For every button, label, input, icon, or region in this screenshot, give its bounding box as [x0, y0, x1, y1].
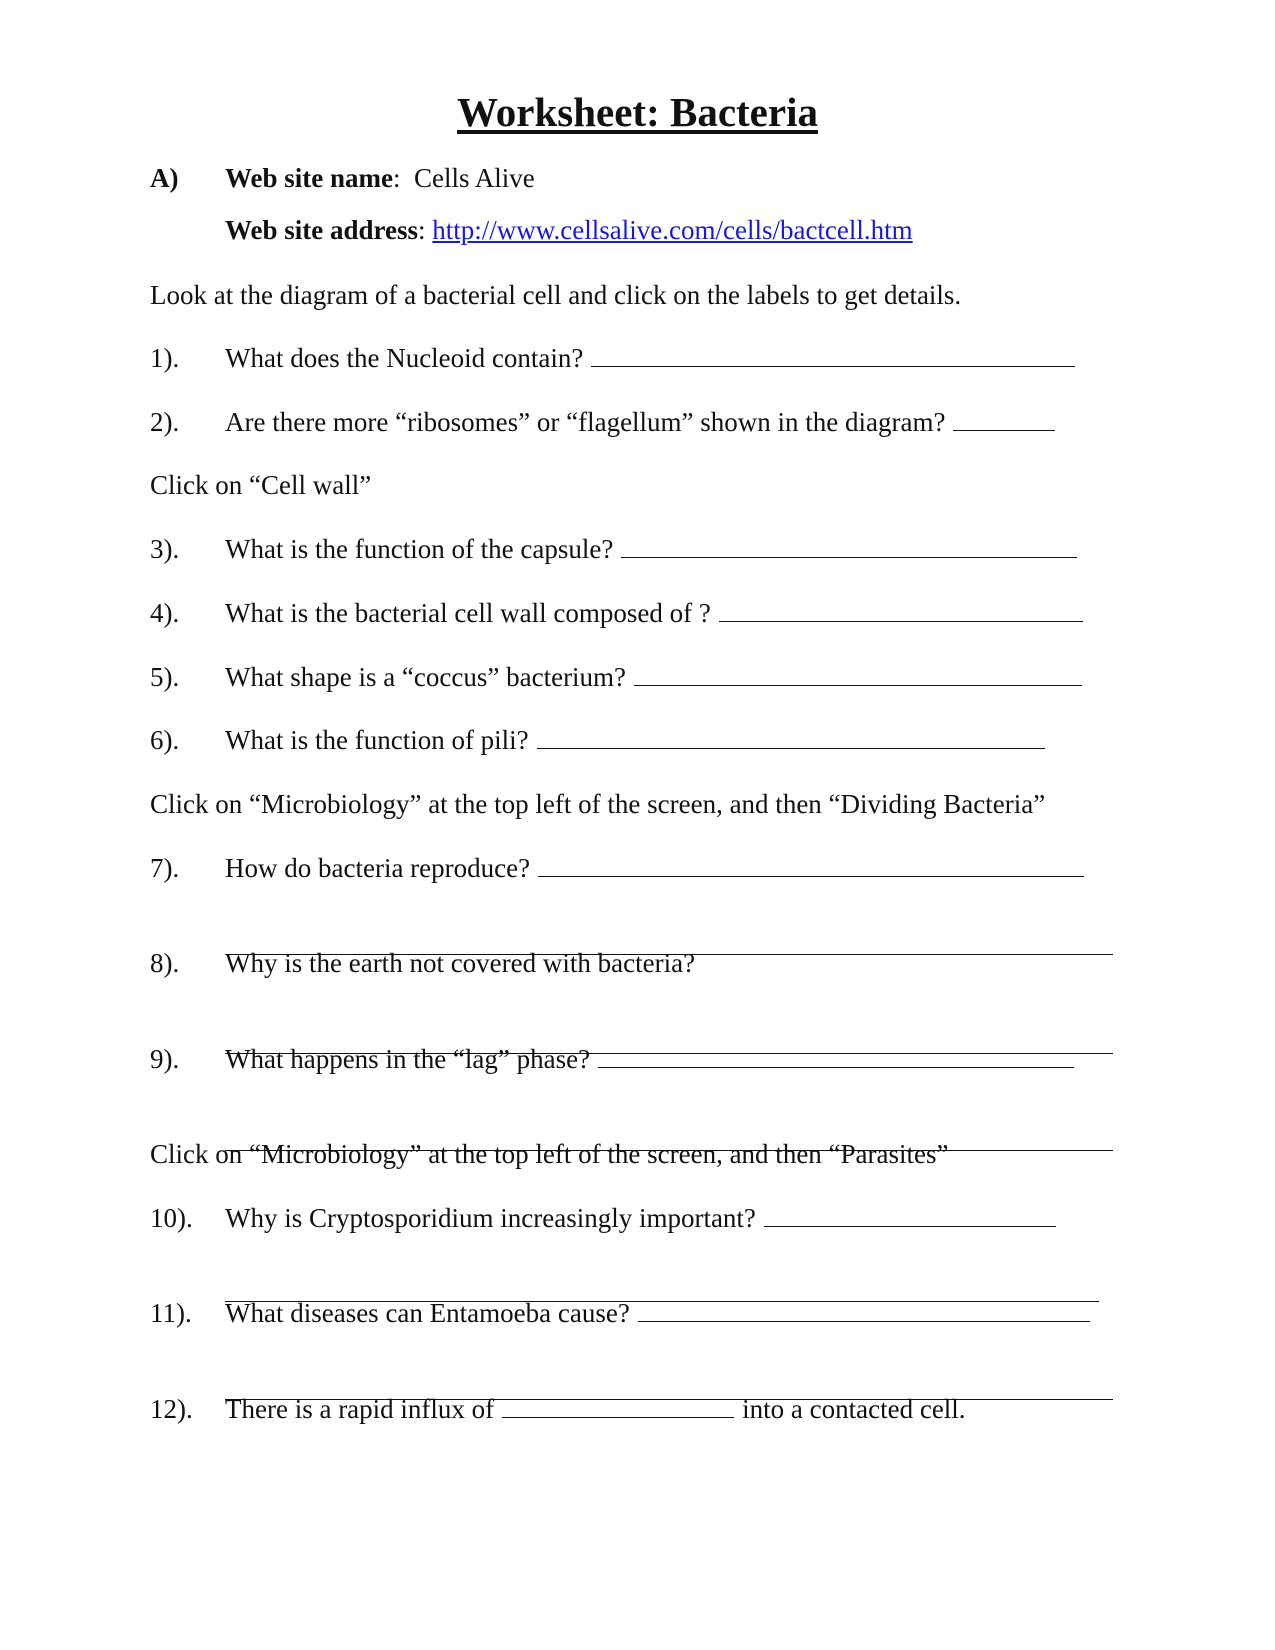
- site-address-link[interactable]: http://www.cellsalive.com/cells/bactcell.htm: [432, 215, 913, 245]
- answer-blank[interactable]: [719, 599, 1083, 622]
- question-text: What is the function of the capsule?: [225, 534, 614, 564]
- answer-blank[interactable]: [598, 1045, 1074, 1068]
- question-number: 8).: [150, 948, 180, 978]
- question-text: What is the function of pili?: [225, 725, 529, 755]
- question-number: 4).: [150, 598, 180, 628]
- question-10: [225, 1203, 1056, 1234]
- question-11: [225, 1298, 1090, 1329]
- question-number: 10).: [150, 1203, 193, 1233]
- question-6: [225, 725, 1045, 756]
- question-text: What does the Nucleoid contain?: [225, 343, 584, 373]
- answer-blank[interactable]: [537, 726, 1045, 749]
- question-number: 2).: [150, 407, 180, 437]
- question-text-before: There is a rapid influx of: [225, 1394, 495, 1424]
- answer-blank[interactable]: [538, 854, 1084, 877]
- answer-blank[interactable]: [502, 1395, 734, 1418]
- intro-instruction: Look at the diagram of a bacterial cell and click on the labels to get details.: [150, 280, 962, 310]
- site-name-line: Web site name: Cells Alive: [225, 163, 535, 193]
- page-title: Worksheet: Bacteria: [457, 89, 818, 135]
- question-number: 7).: [150, 853, 180, 883]
- section-a-label: A): [150, 163, 179, 193]
- question-9: [225, 1044, 1074, 1075]
- question-number: 3).: [150, 534, 180, 564]
- site-address-label: Web site address: [225, 215, 419, 245]
- answer-blank[interactable]: [638, 1299, 1090, 1322]
- question-8: [225, 948, 695, 979]
- question-number: 11).: [150, 1298, 192, 1328]
- question-text: Why is Cryptosporidium increasingly important?: [225, 1203, 756, 1233]
- question-number: 6).: [150, 725, 180, 755]
- question-7: [225, 853, 1084, 884]
- question-text: How do bacteria reproduce?: [225, 853, 531, 883]
- dividing-bacteria-instruction: Click on “Microbiology” at the top left of the screen, and then “Dividing Bacteria”: [150, 789, 1046, 819]
- question-text: What diseases can Entamoeba cause?: [225, 1298, 630, 1328]
- question-number: 1).: [150, 343, 180, 373]
- question-text: What shape is a “coccus” bacterium?: [225, 662, 627, 692]
- question-text: What happens in the “lag” phase?: [225, 1044, 591, 1074]
- question-number: 9).: [150, 1044, 180, 1074]
- site-address-line: Web site address: http://www.cellsalive.com/cells/bactcell.htm: [225, 215, 913, 245]
- question-12: [225, 1394, 966, 1425]
- site-name-value: Cells Alive: [414, 163, 535, 193]
- question-3: [225, 534, 1077, 565]
- answer-blank[interactable]: [764, 1204, 1056, 1227]
- question-2: [225, 407, 1055, 438]
- site-name-label: Web site name: [225, 163, 393, 193]
- parasites-instruction: Click on “Microbiology” at the top left of the screen, and then “Parasites”: [150, 1139, 949, 1169]
- question-number: 5).: [150, 662, 180, 692]
- question-text-after: into a contacted cell.: [742, 1394, 966, 1424]
- answer-blank[interactable]: [591, 344, 1075, 367]
- cell-wall-instruction: Click on “Cell wall”: [150, 470, 372, 500]
- question-5: [225, 662, 1082, 693]
- question-text: Are there more “ribosomes” or “flagellum” shown in the diagram?: [225, 407, 946, 437]
- question-4: [225, 598, 1083, 629]
- question-text: Why is the earth not covered with bacteria?: [225, 948, 696, 978]
- question-text: What is the bacterial cell wall composed of ?: [225, 598, 711, 628]
- answer-blank[interactable]: [953, 408, 1055, 431]
- question-number: 12).: [150, 1394, 193, 1424]
- question-1: [225, 343, 1075, 374]
- answer-blank[interactable]: [621, 535, 1077, 558]
- answer-blank[interactable]: [634, 663, 1082, 686]
